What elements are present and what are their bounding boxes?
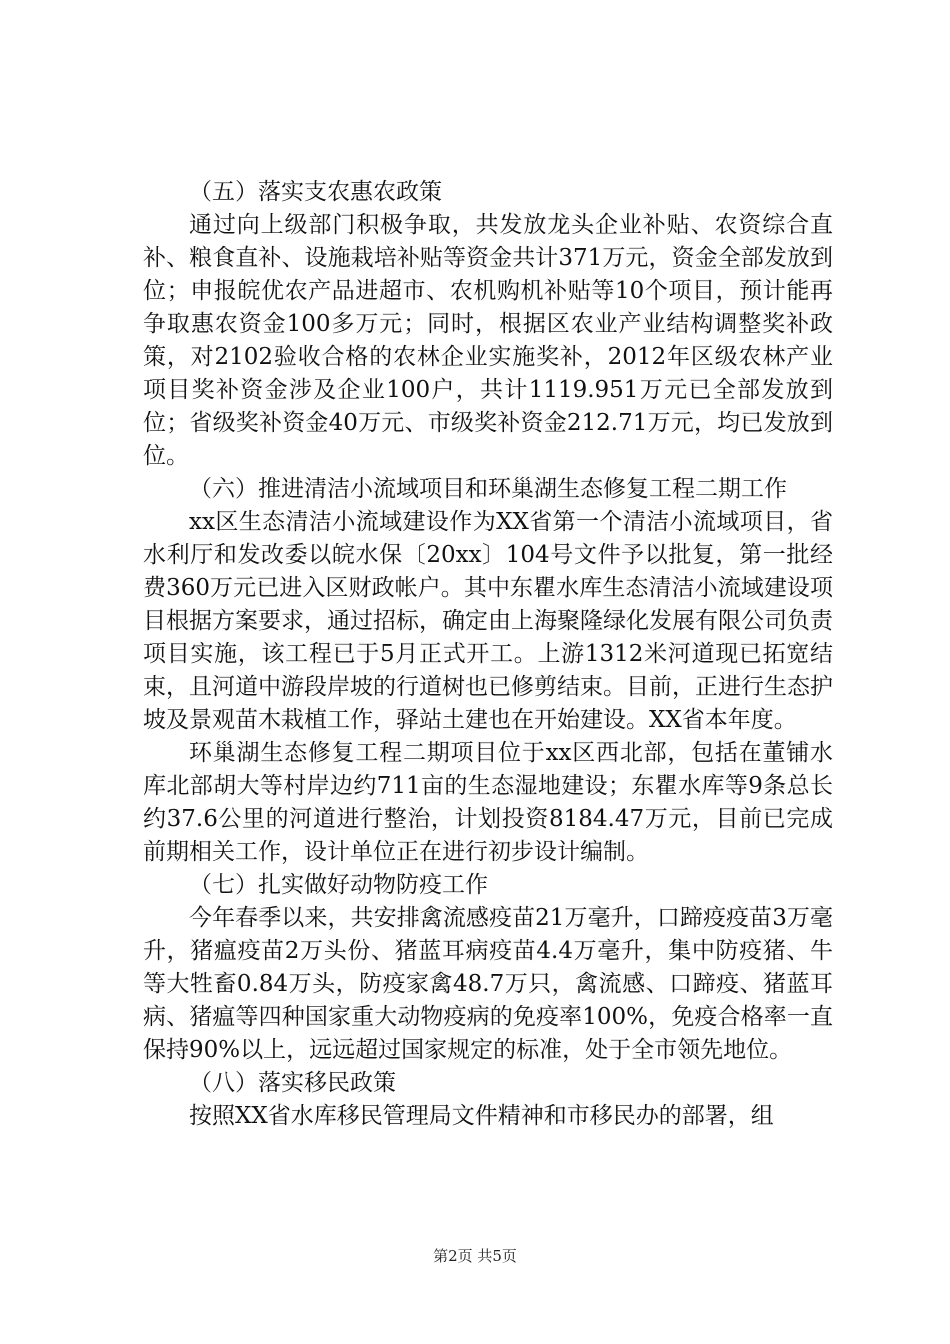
section-8 [143,1067,833,1133]
section-7 [143,869,833,1067]
section-paragraph: xx区生态清洁小流域建设作为XX省第一个清洁小流域项目，省水利厅和发改委以皖水保〔20xx〕104号文件予以批复，第一批经费360万元已进入区财政帐户。其中东瞿水库生态清洁小流域建设项目根据方案要求，通过招标，确定由上海聚隆绿化发展有限公司负责项目实施，该工程已于5月正式开工。上游1312米河道现已拓宽结束，且河道中游段岸坡的行道树也已修剪结束。目前，正进行生态护坡及景观苗木栽植工作，驿站土建也在开始建设。XX省本年度。 [143,509,833,733]
section-heading: （六）推进清洁小流域项目和环巢湖生态修复工程二期工作 [189,476,787,502]
section-paragraph: 通过向上级部门积极争取，共发放龙头企业补贴、农资综合直补、粮食直补、设施栽培补贴等资金共计371万元，资金全部发放到位；申报皖优农产品进超市、农机购机补贴等10个项目，预计能再争取惠农资金100多万元；同时，根据区农业产业结构调整奖补政策，对2102验收合格的农林企业实施奖补，2012年区级农林产业项目奖补资金涉及企业100户，共计1119.951万元已全部发放到位；省级奖补资金40万元、市级奖补资金212.71万元，均已发放到位。 [143,212,833,469]
section-paragraph: 今年春季以来，共安排禽流感疫苗21万毫升，口蹄疫疫苗3万毫升，猪瘟疫苗2万头份、猪蓝耳病疫苗4.4万毫升，集中防疫猪、牛等大牲畜0.84万头，防疫家禽48.7万只，禽流感、口蹄疫、猪蓝耳病、猪瘟等四种国家重大动物疫病的免疫率100%，免疫合格率一直保持90%以上，远远超过国家规定的标准，处于全市领先地位。 [143,905,833,1063]
page-number-footer: 第2页 共5页 [433,1247,517,1265]
section-6 [143,473,833,869]
section-heading: （五）落实支农惠农政策 [189,179,442,205]
section-5 [143,176,833,473]
section-paragraph: 按照XX省水库移民管理局文件精神和市移民办的部署，组 [189,1103,774,1129]
section-heading: （七）扎实做好动物防疫工作 [189,872,488,898]
section-heading: （八）落实移民政策 [189,1070,396,1096]
section-paragraph: 环巢湖生态修复工程二期项目位于xx区西北部，包括在董铺水库北部胡大等村岸边约711亩的生态湿地建设；东瞿水库等9条总长约37.6公里的河道进行整治，计划投资8184.47万元，目前已完成前期相关工作，设计单位正在进行初步设计编制。 [143,740,833,865]
document-body [143,176,833,1133]
